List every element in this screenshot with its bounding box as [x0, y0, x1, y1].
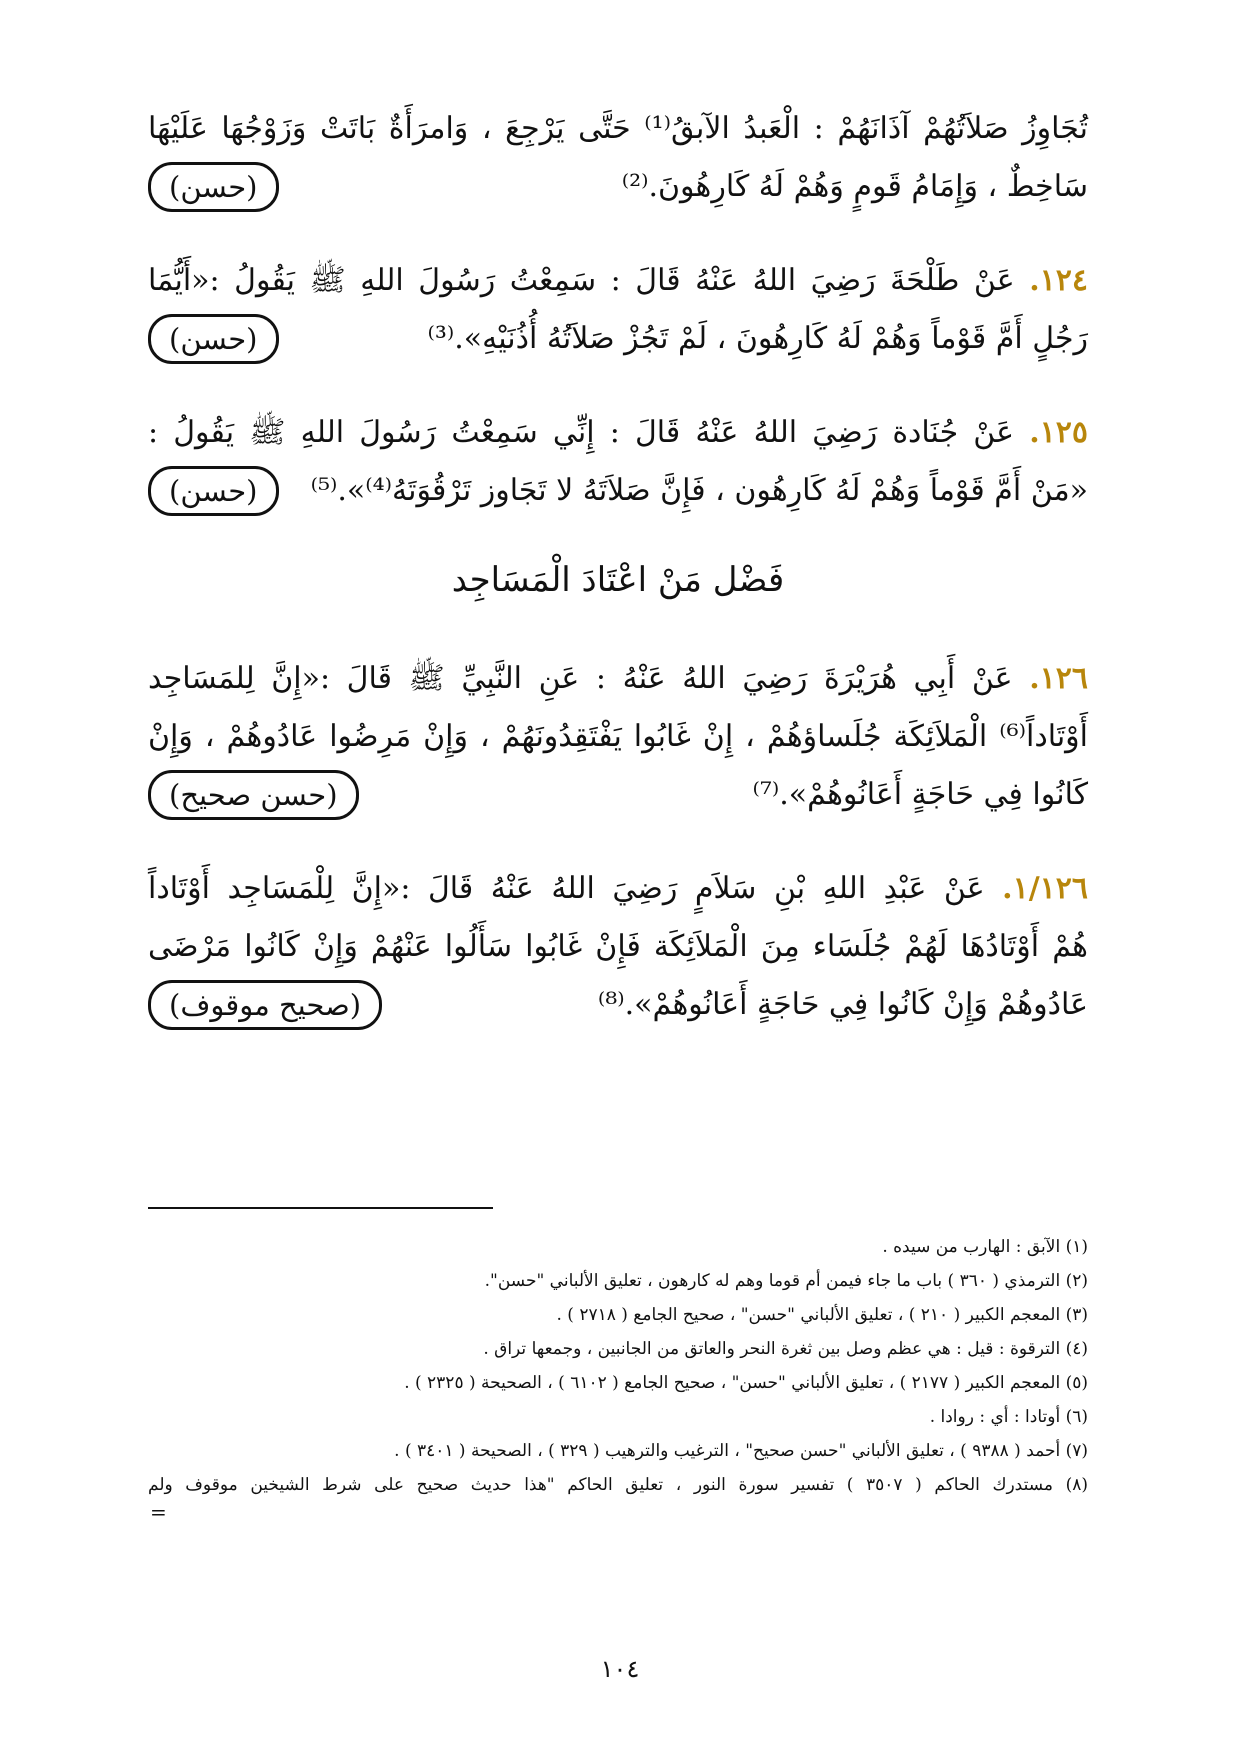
text-line-content: «مَنْ أَمَّ قَوْماً وَهُمْ لَهُ كَارِهُون ، فَإِنَّ صَلاَتَهُ لا تَجَاوز تَرْقُوَتَهُ⁽⁴⁾».⁽⁵⁾	[310, 473, 1088, 508]
text-line-content: عَنْ طَلْحَةَ رَضِيَ اللهُ عَنْهُ قَالَ : سَمِعْتُ رَسُولَ اللهِ ﷺ يَقُولُ :«أَيُّمَا	[148, 263, 1015, 298]
text-line	[148, 766, 1088, 824]
text-line	[148, 462, 1088, 520]
hadith-grade-badge: (حسن)	[148, 162, 279, 212]
text-line	[148, 976, 1088, 1034]
footnote: (٧) أحمد ( ٩٣٨٨ ) ، تعليق الألباني "حسن صحيح" ، الترغيب والترهيب ( ٣٢٩ ) ، الصحيحة ( ٣٤٠١ ) .	[394, 1441, 1088, 1461]
text-line	[148, 650, 1088, 708]
hadith-number: ١٢٦.	[1029, 661, 1088, 696]
hadith-grade-badge: (حسن)	[148, 466, 279, 516]
footnote: (٤) الترقوة : قيل : هي عظم وصل بين ثغرة النحر والعاتق من الجانبين ، وجمعها تراق .	[483, 1339, 1088, 1359]
text-line-content: عَادُوهُمْ وَإِنْ كَانُوا فِي حَاجَةٍ أَعَانُوهُمْ».⁽⁸⁾	[597, 987, 1088, 1022]
text-line-content: عَنْ جُنَادة رَضِيَ اللهُ عَنْهُ قَالَ : إِنِّي سَمِعْتُ رَسُولَ اللهِ ﷺ يَقُولُ :	[148, 415, 1015, 450]
footnote: (٦) أوتادا : أي : روادا .	[929, 1407, 1088, 1427]
page-number: ١٠٤	[600, 1655, 640, 1683]
footnote: (٢) الترمذي ( ٣٦٠ ) باب ما جاء فيمن أم قوما وهم له كارهون ، تعليق الألباني "حسن".	[484, 1271, 1088, 1291]
text-line-content: سَاخِطٌ ، وَإِمَامُ قَومٍ وَهُمْ لَهُ كَارِهُونَ.⁽²⁾	[621, 169, 1088, 204]
hadith-number: ١٢٥.	[1029, 415, 1088, 450]
text-line	[148, 404, 1088, 462]
footnote: (١) الآبق : الهارب من سيده .	[882, 1237, 1088, 1257]
hadith-number: ١/١٢٦.	[1002, 871, 1088, 906]
text-line	[148, 252, 1088, 310]
footnote: (٥) المعجم الكبير ( ٢١٧٧ ) ، تعليق الألباني "حسن" ، صحيح الجامع ( ٦١٠٢ ) ، الصحيحة ( ٢٣٢٥ ) .	[404, 1373, 1088, 1393]
main-text	[148, 100, 1088, 1070]
text-line	[148, 860, 1088, 918]
hadith-grade-badge: (صحيح موقوف)	[148, 980, 382, 1030]
footnote: (٨) مستدرك الحاكم ( ٣٥٠٧ ) تفسير سورة النور ، تعليق الحاكم "هذا حديث صحيح على شرط الشيخين موقوف ولم	[148, 1475, 1089, 1495]
hadith-123-continued	[148, 100, 1088, 216]
text-line	[148, 310, 1088, 368]
hadith-126	[148, 650, 1088, 824]
text-line	[148, 158, 1088, 216]
section-heading: فَضْل مَنْ اعْتَادَ الْمَسَاجِد	[451, 560, 785, 600]
text-line-content: عَنْ عَبْدِ اللهِ بْنِ سَلاَمٍ رَضِيَ اللهُ عَنْهُ قَالَ :«إِنَّ لِلْمَسَاجِد أَوْتَاداً	[148, 871, 985, 906]
hadith-124	[148, 252, 1088, 368]
footnote: (٣) المعجم الكبير ( ٢١٠ ) ، تعليق الألباني "حسن" ، صحيح الجامع ( ٢٧١٨ ) .	[556, 1305, 1088, 1325]
text-line-content: رَجُلٍ أَمَّ قَوْماً وَهُمْ لَهُ كَارِهُونَ ، لَمْ تَجُزْ صَلاَتُهُ أُذُنَيْهِ».⁽³⁾	[427, 321, 1088, 356]
hadith-126-1	[148, 860, 1088, 1034]
hadith-number: ١٢٤.	[1029, 263, 1088, 298]
text-line: تُجَاوِزُ صَلاَتُهُمْ آذَانَهُمْ : الْعَبدُ الآبقُ⁽¹⁾ حَتَّى يَرْجِعَ ، وَامرَأَةٌ بَاتَتْ وَزَوْجُهَا عَلَيْهَا	[148, 111, 1088, 146]
text-line: هُمْ أَوْتَادُهَا لَهُمْ جُلَسَاء مِنَ الْمَلاَئِكَة فَإِنْ غَابُوا سَأَلُوا عَنْهُمْ وَإِنْ كَانُوا مَرْضَى	[148, 929, 1088, 964]
text-line: أَوْتَاداً⁽⁶⁾ الْمَلاَئِكَة جُلَساؤهُمْ ، إِنْ غَابُوا يَفْتَقِدُونَهُمْ ، وَإِنْ مَرِضُوا عَادُوهُمْ ، وَإِنْ	[148, 719, 1088, 754]
hadith-grade-badge: (حسن صحيح)	[148, 770, 359, 820]
text-line-content: كَانُوا فِي حَاجَةٍ أَعَانُوهُمْ».⁽⁷⁾	[752, 777, 1088, 812]
hadith-grade-badge: (حسن)	[148, 314, 279, 364]
hadith-125	[148, 404, 1088, 520]
text-line-content: عَنْ أَبِي هُرَيْرَةَ رَضِيَ اللهُ عَنْهُ : عَنِ النَّبِيِّ ﷺ قَالَ :«إِنَّ لِلمَسَاجِد	[148, 661, 1013, 696]
footnote-continuation-mark: =	[150, 1500, 167, 1524]
footnote-divider	[148, 1207, 493, 1209]
footnotes	[148, 1230, 1088, 1522]
